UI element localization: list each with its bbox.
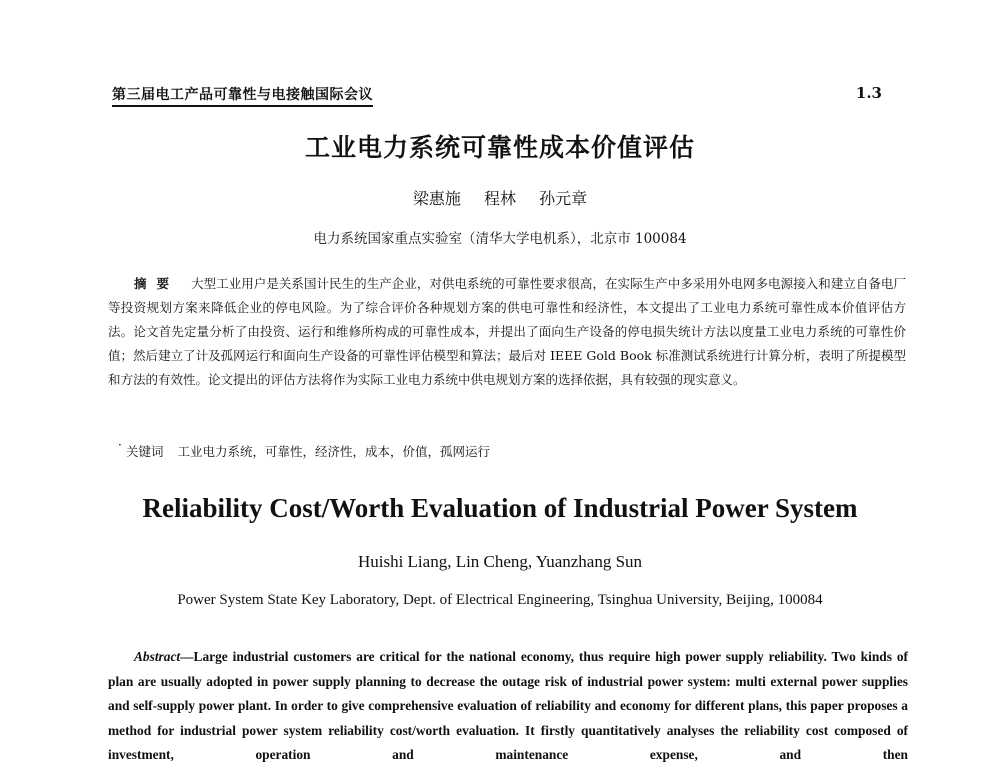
chinese-abstract (108, 272, 906, 392)
chinese-abstract-label: 摘要 (134, 276, 180, 291)
chinese-abstract-text: 大型工业用户是关系国计民生的生产企业，对供电系统的可靠性要求很高，在实际生产中多采用外电网多电源接入和建立自备电厂等投资规划方案来降低企业的停电风险。为了综合评价各种规划方案的供电可靠性和经济性，本文提出了工业电力系统可靠性成本价值评估方法。论文首先定量分析了由投资、运行和维修所构成的可靠性成本，并提出了面向生产设备的停电损失统计方法以度量工业电力系统的可靠性价值；然后建立了计及孤网运行和面向生产设备的可靠性评估模型和算法；最后对 IEEE Gold Book 标准测试系统进行计算分析，表明了所提模型和方法的有效性。论文提出的评估方法将作为实际工业电力系统中供电规划方案的选择依据，具有较强的现实意义。 (108, 276, 906, 387)
chinese-authors: 梁惠施 程林 孙元章 (412, 189, 588, 208)
chinese-title: 工业电力系统可靠性成本价值评估 (304, 133, 695, 162)
chinese-keywords-text: 工业电力系统，可靠性，经济性，成本，价值，孤网运行 (177, 444, 491, 459)
english-title: Reliability Cost/Worth Evaluation of Industrial Power System (142, 493, 858, 523)
conference-name: 第三届电工产品可靠性与电接触国际会议 (112, 84, 373, 107)
chinese-affiliation: 电力系统国家重点实验室（清华大学电机系），北京市 100084 (313, 231, 687, 247)
keywords-bullet: · (118, 438, 122, 452)
english-abstract-label: Abstract (134, 649, 181, 664)
running-header (112, 84, 882, 108)
english-authors: Huishi Liang, Lin Cheng, Yuanzhang Sun (357, 552, 643, 571)
english-abstract-text: —Large industrial customers are critical for the national economy, thus require high power supply reliability. Two kinds of plan are usually adopted in power supply planning to decrease the outage risk of industrial power system: multi external power supplies and self-supply power plant. In order to give comprehensive evaluation of reliability and economy for different plans, this paper proposes a method for industrial power system reliability cost/worth evaluation. It firstly quantitatively analyses the reliability cost composed of investment, operation and maintenance expense, and then (108, 649, 908, 762)
chinese-keywords (118, 438, 906, 460)
chinese-keywords-label: 关键词 (126, 444, 164, 459)
section-number: 1.3 (855, 84, 882, 102)
english-abstract (108, 645, 908, 768)
english-affiliation: Power System State Key Laboratory, Dept. of Electrical Engineering, Tsinghua University, Beijing, 100084 (177, 592, 823, 608)
